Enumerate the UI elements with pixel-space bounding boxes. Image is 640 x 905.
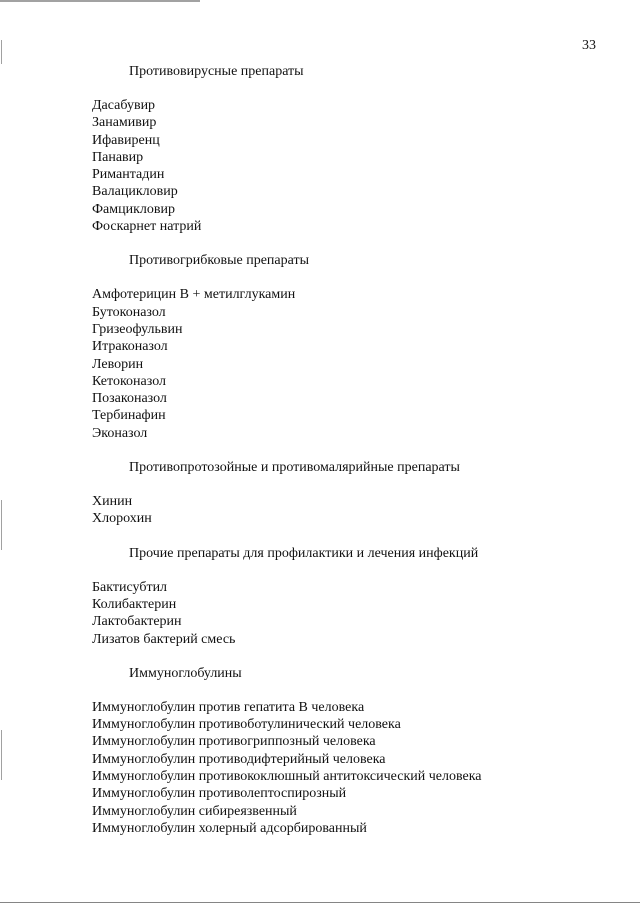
scan-artifact-bottom bbox=[0, 902, 640, 903]
list-item: Хлорохин bbox=[92, 511, 152, 527]
list-item: Римантадин bbox=[92, 167, 165, 183]
list-item: Фоскарнет натрий bbox=[92, 219, 202, 235]
list-item: Итраконазол bbox=[92, 339, 168, 355]
page-number: 33 bbox=[582, 38, 596, 53]
list-item: Фамцикловир bbox=[92, 201, 176, 217]
section-heading: Иммуноглобулины bbox=[129, 665, 242, 681]
list-item: Ифавиренц bbox=[92, 132, 160, 148]
list-item: Дасабувир bbox=[92, 98, 156, 113]
section-heading: Прочие препараты для профилактики и лечения инфекций bbox=[129, 545, 479, 561]
list-item: Хинин bbox=[92, 494, 133, 510]
section-other-infection bbox=[92, 545, 612, 648]
list-item: Иммуноглобулин против гепатита В человека bbox=[92, 699, 365, 715]
scan-artifact-top bbox=[0, 0, 200, 2]
section-heading: Противопротозойные и противомалярийные препараты bbox=[129, 460, 460, 476]
scan-edge-mark bbox=[1, 40, 2, 64]
list-item: Позаконазол bbox=[92, 391, 167, 407]
list-item: Леворин bbox=[92, 356, 144, 372]
list-item: Тербинафин bbox=[92, 408, 166, 424]
list-item: Лактобактерин bbox=[92, 614, 182, 630]
list-item: Иммуноглобулин противогриппозный человека bbox=[92, 734, 376, 750]
list-item: Панавир bbox=[92, 149, 144, 165]
list-item: Колибактерин bbox=[92, 596, 177, 612]
section-antifungal bbox=[92, 252, 612, 442]
list-item: Иммуноглобулин противолептоспирозный bbox=[92, 786, 347, 802]
drug-list bbox=[92, 699, 612, 837]
section-heading: Противовирусные препараты bbox=[129, 64, 304, 79]
list-item: Иммуноглобулин холерный адсорбированный bbox=[92, 820, 367, 836]
list-item: Занамивир bbox=[92, 115, 157, 131]
list-item: Амфотерицин В + метилглукамин bbox=[92, 287, 296, 303]
list-item: Иммуноглобулин противоботулинический человека bbox=[92, 717, 401, 733]
drug-list bbox=[92, 493, 612, 528]
list-item: Эконазол bbox=[92, 425, 148, 441]
section-heading: Противогрибковые препараты bbox=[129, 253, 310, 269]
list-item: Валацикловир bbox=[92, 184, 178, 200]
drug-list bbox=[92, 579, 612, 648]
list-item: Кетоконазол bbox=[92, 373, 166, 389]
list-item: Бактисубтил bbox=[92, 579, 168, 595]
list-item: Бутоконазол bbox=[92, 304, 166, 320]
scan-edge-mark bbox=[1, 730, 2, 780]
section-immunoglobulins bbox=[92, 665, 612, 837]
drug-list bbox=[92, 97, 612, 235]
scan-edge-mark bbox=[1, 500, 2, 550]
list-item: Иммуноглобулин противодифтерийный человека bbox=[92, 751, 386, 767]
section-antiprotozoal bbox=[92, 459, 612, 528]
list-item: Иммуноглобулин противококлюшный антитоксический человека bbox=[92, 769, 482, 785]
list-item: Иммуноглобулин сибиреязвенный bbox=[92, 803, 297, 819]
list-item: Гризеофульвин bbox=[92, 321, 183, 337]
list-item: Лизатов бактерий смесь bbox=[92, 631, 236, 647]
drug-list bbox=[92, 286, 612, 442]
section-antiviral bbox=[92, 63, 612, 235]
document-content bbox=[92, 63, 612, 837]
